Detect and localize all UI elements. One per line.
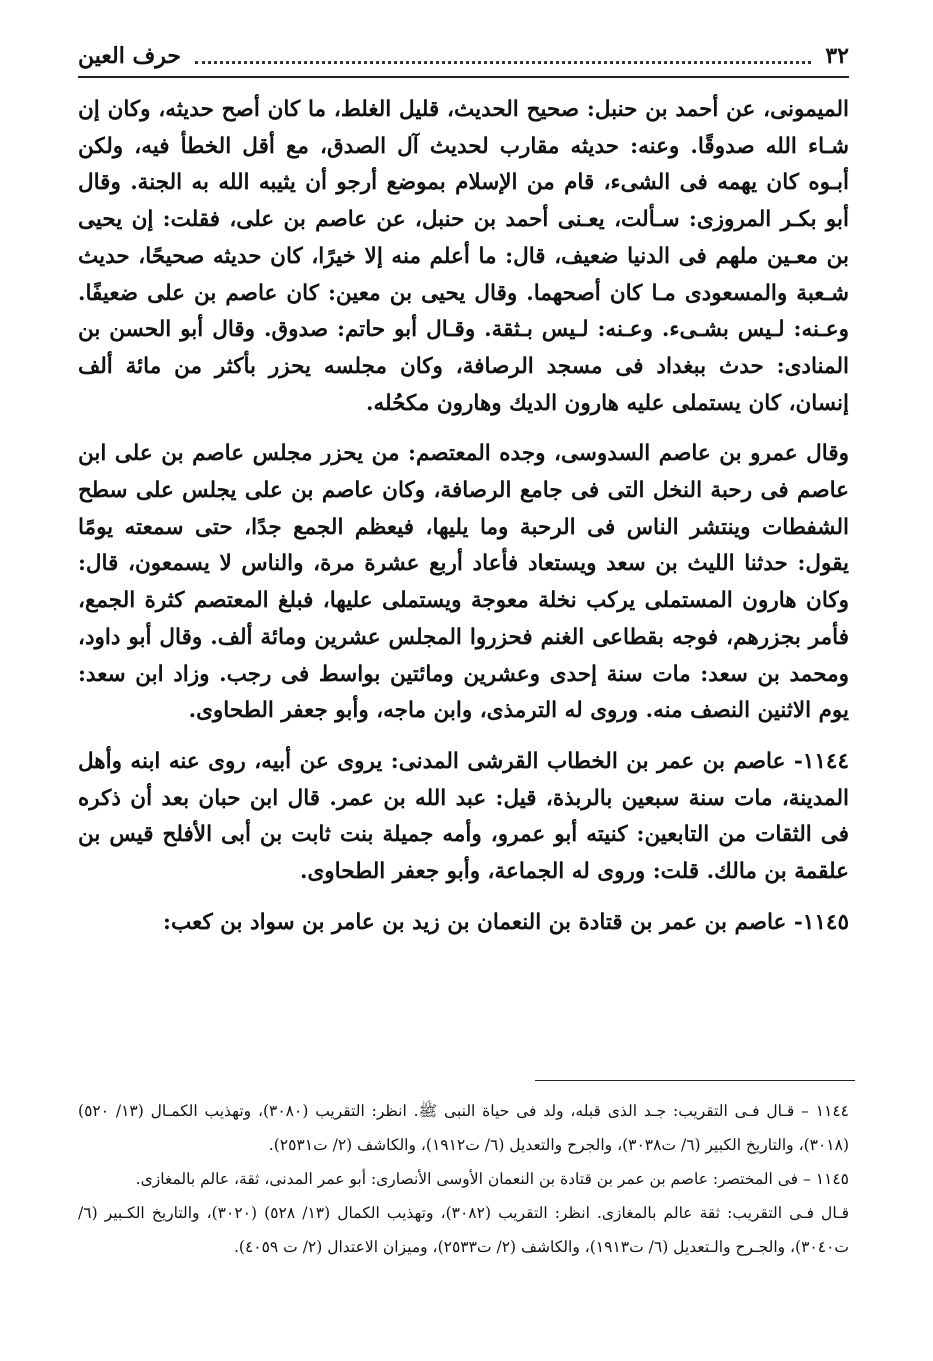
footnote: قـال فـى التقريب: ثقة عالم بالمغازى. انظر: التقريب (٣٠٨٢)، وتهذيب الكمال (١٣/ ٥٢٨) (٣٠٢٠)، والتاريخ الكـبير (٦/ ت٣٠٤٠)، والجـرح والـتعديل (٦/ ت١٩١٣)، والكاشف (٢/ ت٢٥٣٣)، وميزان الاعتدال (٢/ ت ٤٠٥٩). (78, 1204, 849, 1256)
paragraph: وقال عمرو بن عاصم السدوسى، وجده المعتصم: من يحزر مجلس عاصم بن على ابن عاصم فى رحبة النخل التى فى جامع الرصافة، وكان عاصم بن على يجلس على سطح الشفطات وينتشر الناس فى الرحبة وما يليها، فيعظم الجمع جدًا، حتى سمعته يومًا يقول: حدثنا الليث بن سعد ويستعاد فأعاد أربع عشرة مرة، والناس لا يسمعون، قال: وكان هارون المستملى يركب نخلة معوجة ويستملى عليها، فبلغ المعتصم كثرة الجمع، فأمر بجزرهم، فوجه بقطاعى الغنم فحزروا المجلس عشرين ومائة ألف. وقال أبو داود، ومحمد بن سعد: مات سنة إحدى وعشرين ومائتين بواسط فى رجب. وزاد ابن سعد: يوم الاثنين النصف منه. وروى له الترمذى، وابن ماجه، وأبو جعفر الطحاوى. (78, 441, 849, 724)
footnote: ١١٤٥ – فى المختصر: عاصم بن عمر بن قتادة بن النعمان الأوسى الأنصارى: أبو عمر المدنى، ثقة، عالم بالمغازى. (135, 1170, 849, 1188)
running-header (78, 36, 849, 78)
entry-paragraph: ١١٤٥- عاصم بن عمر بن قتادة بن النعمان بن زيد بن عامر بن سواد بن كعب: (163, 909, 849, 935)
dotted-leader (195, 49, 811, 64)
footnotes (78, 1094, 849, 1264)
footnote: ١١٤٤ – قـال فـى التقريب: جـد الذى قبله، ولد فى حياة النبى ﷺ. انظر: التقريب (٣٠٨٠)، وتهذيب الكمـال (١٣/ ٥٢٠) (٣٠١٨)، والتاريخ الكبير (٦/ ت٣٠٣٨)، والجرح والتعديل (٦/ ت١٩١٢)، والكاشف (٢/ ت٢٥٣١). (78, 1102, 849, 1154)
main-text (78, 92, 849, 955)
chapter-title: حرف العين (78, 43, 182, 69)
paragraph: الميمونى، عن أحمد بن حنبل: صحيح الحديث، قليل الغلط، ما كان أصح حديثه، وكان إن شـاء الله صدوقًا. وعنه: حديثه مقارب لحديث آل الصدق، مع أقل الخطأ فيه، ولكن أبـوه كان يهمه فى الشىء، قام من الإسلام بموضع أرجو أن يثيبه الله به الجنة. وقال أبو بكـر المروزى: سـألت، يعـنى أحمد بن حنبل، عن عاصم بن على، فقلت: إن يحيى بن معـين ملهم فى الدنيا ضعيف، قال: ما أعلم منه إلا خيرًا، كان حديثه صحيحًا، حديث شـعبة والمسعودى مـا كان أصحهما. وقال يحيى بن معين: كان عاصم بن على ضعيفًا. وعـنه: لـيس بشـىء. وعـنه: لـيس بـثقة. وقـال أبو حاتم: صدوق. وقال أبو الحسن بن المنادى: حدث ببغداد فى مسجد الرصافة، وكان مجلسه يحزر بأكثر من مائة ألف إنسان، كان يستملى عليه هارون الديك وهارون مكحُله. (78, 97, 849, 416)
page-number: ٣٢ (825, 43, 849, 69)
entry-paragraph: ١١٤٤- عاصم بن عمر بن الخطاب القرشى المدنى: يروى عن أبيه، روى عنه ابنه وأهل المدينة، مات سنة سبعين بالربذة، قيل: عبد الله بن عمر. قال ابن حبان بعد أن ذكره فى الثقات من التابعين: كنيته أبو عمرو، وأمه جميلة بنت ثابت بن أبى الأفلح قيس بن علقمة بن مالك. قلت: وروى له الجماعة، وأبو جعفر الطحاوى. (78, 748, 849, 885)
footnote-divider (535, 1080, 855, 1081)
